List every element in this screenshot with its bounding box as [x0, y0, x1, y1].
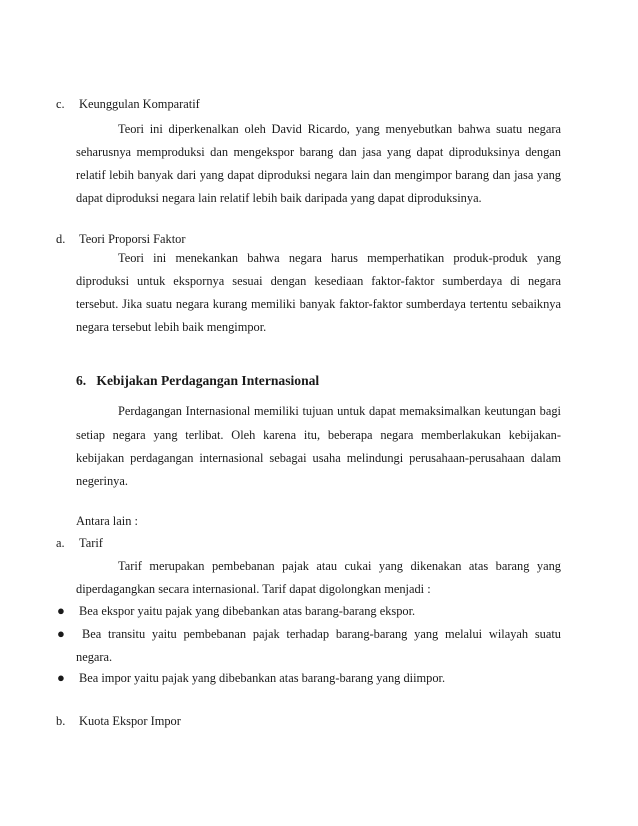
section-c-line-3: relatif lebih banyak dari yang dapat diproduksi negara lain dan mengimpor barang dan jasa yang [76, 168, 561, 182]
bullet-dot-1: ● [57, 603, 65, 618]
bullet-dot-3: ● [57, 670, 65, 685]
antara-lain-text: Antara lain : [76, 514, 138, 528]
section-a-line-1: Tarif merupakan pembebanan pajak atau cukai yang dikenakan atas barang yang [118, 559, 561, 573]
bullet-dot-2: ● [57, 626, 65, 641]
section-d-line-2: diproduksi untuk ekspornya sesuai dengan kesediaan faktor-faktor sumberdaya di negara [76, 274, 561, 288]
section-b-title: Kuota Ekspor Impor [79, 714, 181, 728]
section-6-line-4: negerinya. [76, 474, 128, 488]
section-c-line-4: dapat diproduksi negara lain relatif lebih baik daripada yang dapat diproduksinya. [76, 191, 482, 205]
section-c-line-2: seharusnya memproduksi dan mengekspor barang dan jasa yang dapat diproduksinya dengan [76, 145, 561, 159]
bullet-item-1: Bea ekspor yaitu pajak yang dibebankan atas barang-barang ekspor. [79, 604, 416, 618]
section-a-line-2: diperdagangkan secara internasional. Tarif dapat digolongkan menjadi : [76, 582, 431, 596]
section-d-line-1: Teori ini menekankan bahwa negara harus memperhatikan produk-produk yang [118, 251, 561, 265]
section-6-line-2: setiap negara yang terlibat. Oleh karena itu, beberapa negara memberlakukan kebijakan- [76, 428, 561, 442]
section-c-line-1: Teori ini diperkenalkan oleh David Ricardo, yang menyebutkan bahwa suatu negara [118, 122, 561, 136]
section-d-marker: d. [56, 232, 66, 246]
bullet-item-3: Bea impor yaitu pajak yang dibebankan atas barang-barang yang diimpor. [79, 671, 446, 685]
section-c-title: Keunggulan Komparatif [79, 97, 200, 111]
section-d-line-4: negara tersebut lebih baik mengimpor. [76, 320, 267, 334]
bullet-item-2-cont: negara. [76, 650, 113, 664]
section-b-marker: b. [56, 714, 66, 728]
section-a-title: Tarif [79, 536, 103, 550]
section-d-title: Teori Proporsi Faktor [79, 232, 186, 246]
section-a-marker: a. [56, 536, 65, 550]
bullet-item-2: Bea transitu yaitu pembebanan pajak terhadap barang-barang yang melalui wilayah suatu [82, 627, 561, 641]
section-c-marker: c. [56, 97, 65, 111]
section-6-heading: 6. Kebijakan Perdagangan Internasional [76, 373, 320, 388]
section-6-line-1: Perdagangan Internasional memiliki tujuan untuk dapat memaksimalkan keutungan bagi [118, 404, 561, 418]
section-6-line-3: kebijakan perdagangan internasional sebagai usaha melindungi perusahaan-perusahaan dalam [76, 451, 561, 465]
section-d-line-3: tersebut. Jika suatu negara kurang memiliki banyak faktor-faktor sumberdaya tertentu sebaiknya [76, 297, 561, 311]
